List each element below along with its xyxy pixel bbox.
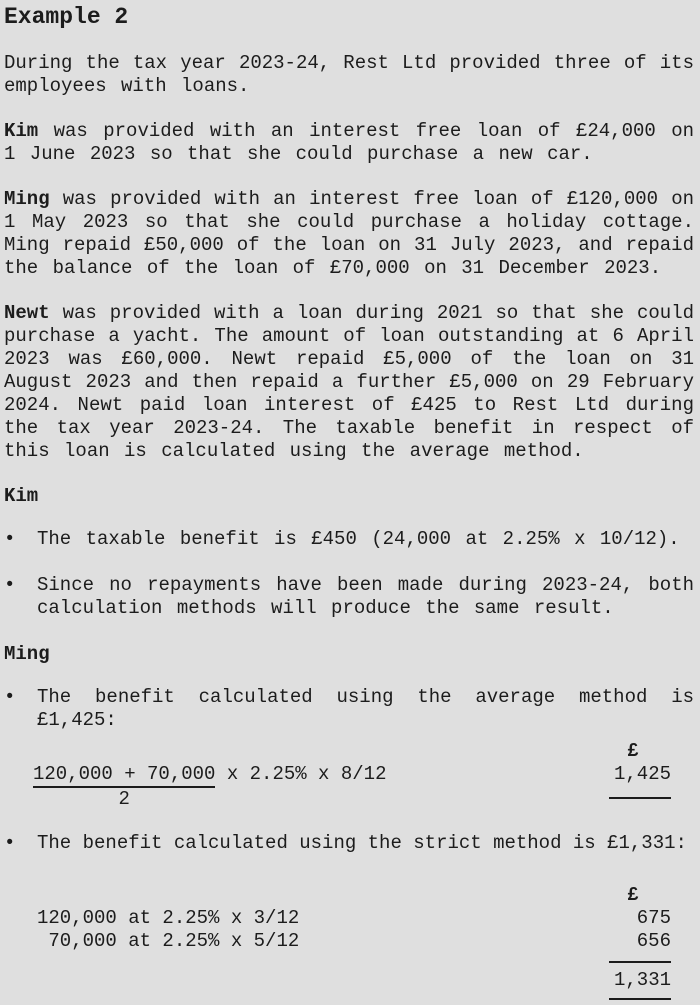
- bullet-text: [37, 686, 694, 732]
- result-column: [609, 763, 671, 799]
- bullet-text: [37, 832, 694, 855]
- text-segment: was provided with an interest free loan of £120,000 on: [49, 188, 694, 210]
- employee-name: Newt: [4, 302, 50, 324]
- text-line: August 2023 and then repaid a further £5,000 on 29 February: [4, 371, 694, 393]
- text-line: the tax year 2023-24. The taxable benefit in respect of: [4, 417, 694, 439]
- employee-name: Ming: [4, 188, 50, 210]
- bullet-icon: •: [4, 574, 16, 596]
- text-segment: was provided with a loan during 2021 so that she could: [49, 302, 694, 324]
- section-heading-kim: Kim: [4, 485, 39, 507]
- page-title: Example 2: [4, 4, 129, 30]
- bullet-icon: •: [4, 686, 16, 708]
- total-row: [4, 961, 694, 1000]
- calc-row-label: 120,000 at 2.25% x 3/12: [37, 907, 300, 929]
- text-line: 1 June 2023 so that she could purchase a new car.: [4, 143, 593, 165]
- paragraph-newt: [4, 302, 694, 463]
- bullet-icon: •: [4, 832, 16, 854]
- bullet-item: [4, 574, 694, 620]
- section-heading-ming: Ming: [4, 643, 50, 665]
- average-result-value: 1,425: [613, 763, 671, 785]
- fraction: [33, 763, 215, 811]
- calc-row-label: 70,000 at 2.25% x 5/12: [37, 930, 300, 952]
- text-line: Ming repaid £50,000 of the loan on 31 July 2023, and repaid: [4, 234, 694, 256]
- bullet-text: [37, 574, 694, 620]
- text-line: The taxable benefit is £450 (24,000 at 2.25% x 10/12).: [37, 528, 680, 550]
- text-line: [4, 120, 694, 143]
- bullet-item: [4, 832, 694, 855]
- average-method-calculation: [4, 740, 694, 811]
- fraction-multiplier: x 2.25% x 8/12: [215, 763, 387, 785]
- text-line: [4, 188, 694, 211]
- text-line: employees with loans.: [4, 75, 250, 97]
- text-segment: was provided with an interest free loan of £24,000 on: [38, 120, 694, 142]
- text-line: £1,425:: [37, 709, 117, 731]
- paragraph-ming: [4, 188, 694, 280]
- intro-paragraph: [4, 52, 694, 98]
- fraction-denominator: 2: [118, 788, 130, 810]
- calc-line-row: [4, 930, 694, 953]
- text-line: During the tax year 2023-24, Rest Ltd provided three of its: [4, 52, 694, 74]
- calc-row-value: 675: [636, 907, 671, 929]
- text-line: calculation methods will produce the same result.: [37, 597, 614, 619]
- calc-row-value: 656: [636, 930, 671, 952]
- employee-name: Kim: [4, 120, 39, 142]
- total-value: 1,331: [609, 961, 671, 1000]
- text-line: The benefit calculated using the average method is: [37, 686, 694, 708]
- text-line: 2024. Newt paid loan interest of £425 to Rest Ltd during: [4, 394, 694, 416]
- currency-header-row: [4, 740, 694, 763]
- calc-line-row: [4, 907, 694, 930]
- document-page: [4, 4, 694, 1000]
- text-line: purchase a yacht. The amount of loan outstanding at 6 April: [4, 325, 694, 347]
- text-line: 1 May 2023 so that she could purchase a holiday cottage.: [4, 211, 694, 233]
- text-line: 2023 was £60,000. Newt repaid £5,000 of the loan on 31: [4, 348, 694, 370]
- text-line: Since no repayments have been made during 2023-24, both: [37, 574, 694, 596]
- result-underline: [609, 786, 671, 799]
- text-line: [4, 302, 694, 325]
- text-line: this loan is calculated using the average method.: [4, 440, 584, 462]
- bullet-text: [37, 528, 694, 551]
- bullet-icon: •: [4, 528, 16, 550]
- text-line: The benefit calculated using the strict method is £1,331:: [37, 832, 687, 854]
- bullet-item: [4, 686, 694, 732]
- strict-method-calculation: [4, 884, 694, 1000]
- fraction-numerator: 120,000 + 70,000: [33, 763, 215, 788]
- paragraph-kim: [4, 120, 694, 166]
- currency-symbol: £: [627, 884, 639, 906]
- bullet-item: [4, 528, 694, 551]
- currency-symbol: £: [627, 740, 639, 762]
- text-line: the balance of the loan of £70,000 on 31 December 2023.: [4, 257, 662, 279]
- fraction-row: [4, 763, 694, 811]
- currency-header-row: [4, 884, 694, 907]
